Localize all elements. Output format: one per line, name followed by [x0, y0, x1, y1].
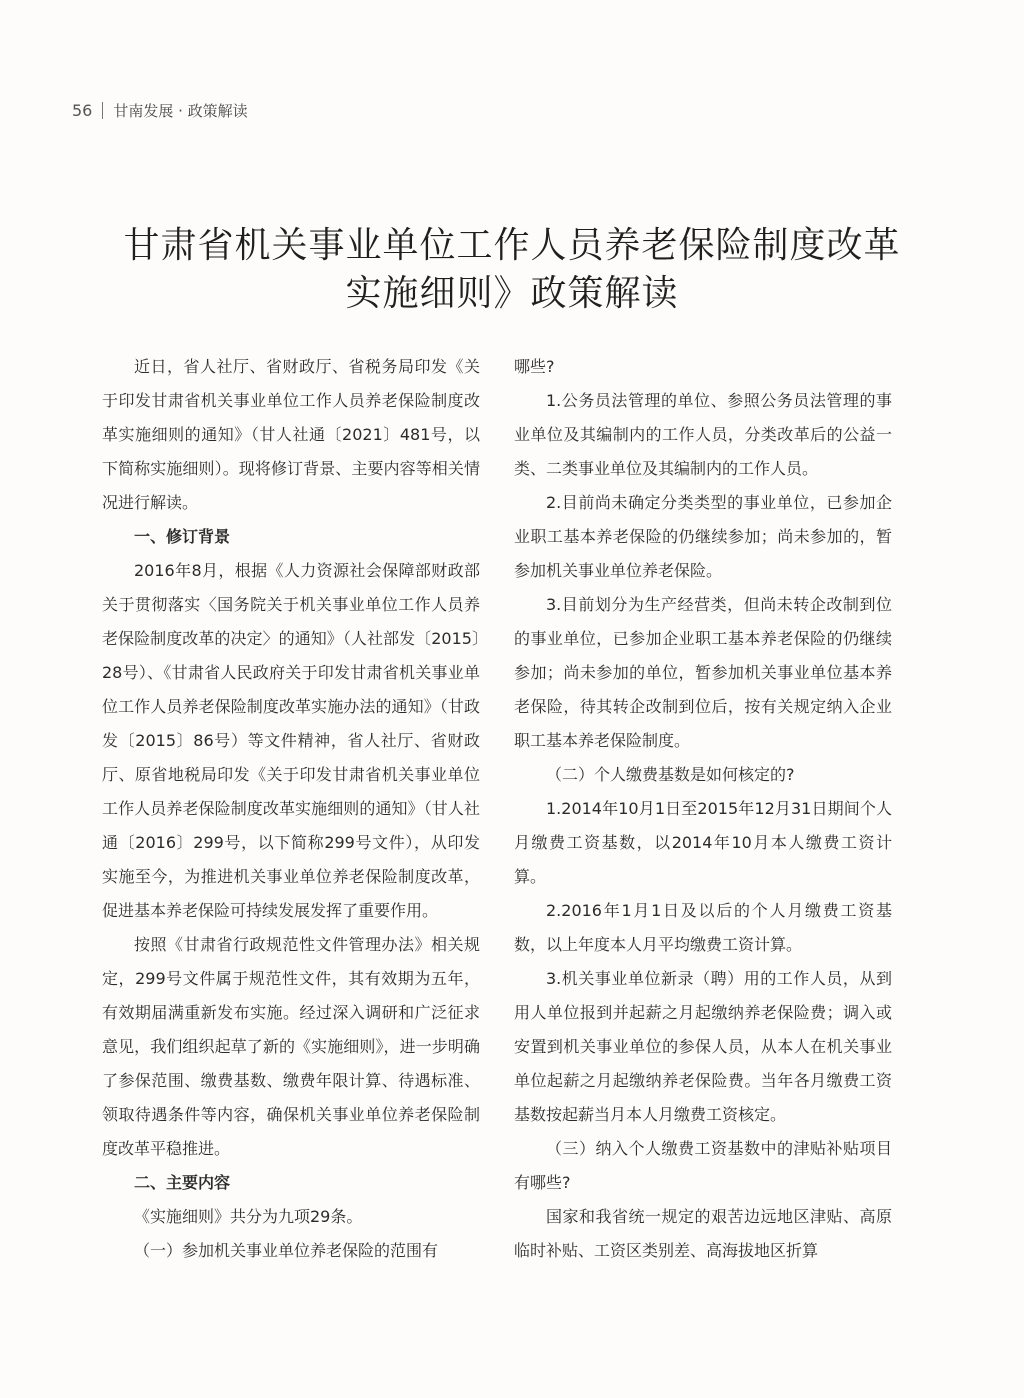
paragraph: 近日，省人社厅、省财政厅、省税务局印发《关于印发甘肃省机关事业单位工作人员养老保险制度改革实施细则的通知》（甘人社通〔2021〕481号，以下简称实施细则）。现将修订背景、主要内容等相关情况进行解读。 — [102, 357, 480, 512]
article-title — [60, 222, 964, 318]
left-column — [102, 350, 480, 1268]
right-column — [514, 350, 892, 1268]
paragraph: 3.机关事业单位新录（聘）用的工作人员，从到用人单位报到并起薪之月起缴纳养老保险费；调入或安置到机关事业单位的参保人员，从本人在机关事业单位起薪之月起缴纳养老保险费。当年各月缴费工资基数按起薪当月本人月缴费工资核定。 — [514, 969, 892, 1124]
section-title: 甘南发展 · 政策解读 — [113, 102, 248, 120]
subsection-heading: （三）纳入个人缴费工资基数中的津贴补贴项目有哪些? — [514, 1139, 892, 1192]
paragraph: 2016年8月，根据《人力资源社会保障部财政部关于贯彻落实〈国务院关于机关事业单位工作人员养老保险制度改革的决定〉的通知》（人社部发〔2015〕28号）、《甘肃省人民政府关于印发甘肃省机关事业单位工作人员养老保险制度改革实施办法的通知》（甘政发〔2015〕86号）等文件精神，省人社厅、省财政厅、原省地税局印发《关于印发甘肃省机关事业单位工作人员养老保险制度改革实施细则的通知》（甘人社通〔2016〕299号，以下简称299号文件），从印发实施至今，为推进机关事业单位养老保险制度改革，促进基本养老保险可持续发展发挥了重要作用。 — [102, 561, 480, 920]
paragraph: 2.目前尚未确定分类类型的事业单位，已参加企业职工基本养老保险的仍继续参加；尚未参加的，暂参加机关事业单位养老保险。 — [514, 493, 892, 580]
section-heading: 一、修订背景 — [134, 527, 231, 546]
paragraph: 《实施细则》共分为九项29条。 — [134, 1207, 363, 1226]
subsection-heading: （二）个人缴费基数是如何核定的? — [546, 765, 795, 784]
page-number: 56 — [72, 101, 93, 120]
paragraph: 3.目前划分为生产经营类，但尚未转企改制到位的事业单位，已参加企业职工基本养老保险的仍继续参加；尚未参加的单位，暂参加机关事业单位基本养老保险，待其转企改制到位后，按有关规定纳入企业职工基本养老保险制度。 — [514, 595, 892, 750]
paragraph: 2.2016年1月1日及以后的个人月缴费工资基数，以上年度本人月平均缴费工资计算。 — [514, 901, 892, 954]
paragraph: （一）参加机关事业单位养老保险的范围有 — [134, 1241, 439, 1260]
header-divider — [102, 102, 103, 119]
running-header — [72, 100, 248, 121]
paragraph: 国家和我省统一规定的艰苦边远地区津贴、高原临时补贴、工资区类别差、高海拔地区折算 — [514, 1207, 892, 1260]
title-line-2: 实施细则》政策解读 — [345, 273, 679, 314]
section-heading: 二、主要内容 — [134, 1173, 231, 1192]
paragraph: 1.2014年10月1日至2015年12月31日期间个人月缴费工资基数，以2014年10月本人缴费工资计算。 — [514, 799, 892, 886]
paragraph: 哪些? — [514, 357, 555, 376]
title-line-1: 甘肃省机关事业单位工作人员养老保险制度改革 — [123, 225, 901, 266]
paragraph: 1.公务员法管理的单位、参照公务员法管理的事业单位及其编制内的工作人员，分类改革后的公益一类、二类事业单位及其编制内的工作人员。 — [514, 391, 892, 478]
paragraph: 按照《甘肃省行政规范性文件管理办法》相关规定，299号文件属于规范性文件，其有效期为五年，有效期届满重新发布实施。经过深入调研和广泛征求意见，我们组织起草了新的《实施细则》，进一步明确了参保范围、缴费基数、缴费年限计算、待遇标准、领取待遇条件等内容，确保机关事业单位养老保险制度改革平稳推进。 — [102, 935, 480, 1158]
